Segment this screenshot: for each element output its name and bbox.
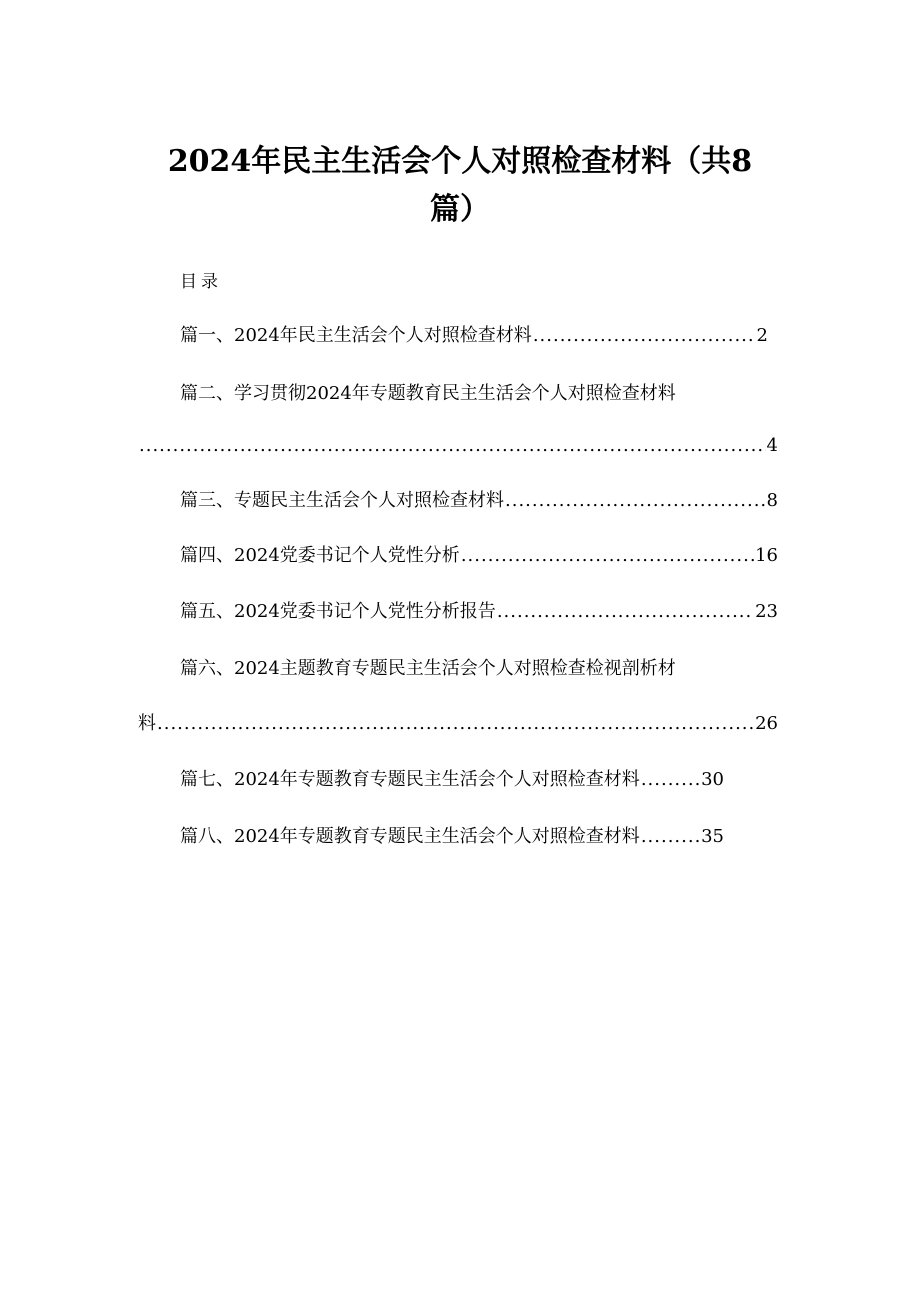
toc-leader-dots xyxy=(641,766,700,794)
toc-entry-label: 篇七、2024年专题教育专题民主生活会个人对照检查材料 xyxy=(180,769,640,790)
toc-entry-5[interactable] xyxy=(180,598,778,626)
toc-entry-6-continuation[interactable] xyxy=(138,710,778,738)
toc-entry-4[interactable] xyxy=(180,542,778,570)
toc-page-number: 30 xyxy=(701,769,724,790)
toc-entry-label: 篇四、2024党委书记个人党性分析 xyxy=(180,545,460,566)
toc-leader-dots xyxy=(641,823,700,851)
toc-entry-label: 篇二、学习贯彻2024年专题教育民主生活会个人对照检查材料 xyxy=(180,383,676,404)
title-line-2: 篇） xyxy=(430,192,490,227)
toc-page-number: 2 xyxy=(756,325,768,346)
toc-leader-dots xyxy=(157,710,754,738)
toc-entry-2-continuation[interactable] xyxy=(138,432,778,460)
toc-page-number: 8 xyxy=(766,490,778,511)
toc-page-number: 16 xyxy=(755,545,778,566)
document-title xyxy=(140,138,780,234)
toc-leader-dots xyxy=(533,322,756,350)
title-line-1: 2024年民主生活会个人对照检查材料（共8 xyxy=(167,144,753,179)
toc-leader-dots xyxy=(461,542,754,570)
toc-entry-6[interactable] xyxy=(180,655,676,683)
toc-entry-label: 篇八、2024年专题教育专题民主生活会个人对照检查材料 xyxy=(180,826,640,847)
toc-entry-label-continuation: 料 xyxy=(138,713,156,734)
toc-leader-dots xyxy=(139,432,766,460)
toc-page-number: 23 xyxy=(755,601,778,622)
toc-heading: 目录 xyxy=(180,272,222,292)
toc-entry-label: 篇六、2024主题教育专题民主生活会个人对照检查检视剖析材 xyxy=(180,658,676,679)
toc-entry-label: 篇五、2024党委书记个人党性分析报告 xyxy=(180,601,496,622)
toc-entry-3[interactable] xyxy=(180,487,778,515)
toc-entry-2[interactable] xyxy=(180,380,676,408)
toc-leader-dots xyxy=(497,598,754,626)
toc-leader-dots xyxy=(505,487,766,515)
toc-entry-label: 篇一、2024年民主生活会个人对照检查材料 xyxy=(180,325,532,346)
toc-entry-8[interactable] xyxy=(180,823,724,851)
toc-page-number: 4 xyxy=(766,435,778,456)
toc-entry-7[interactable] xyxy=(180,766,724,794)
toc-entry-label: 篇三、专题民主生活会个人对照检查材料 xyxy=(180,490,504,511)
toc-page-number: 26 xyxy=(755,713,778,734)
toc-entry-1[interactable] xyxy=(180,322,768,350)
toc-page-number: 35 xyxy=(701,826,724,847)
